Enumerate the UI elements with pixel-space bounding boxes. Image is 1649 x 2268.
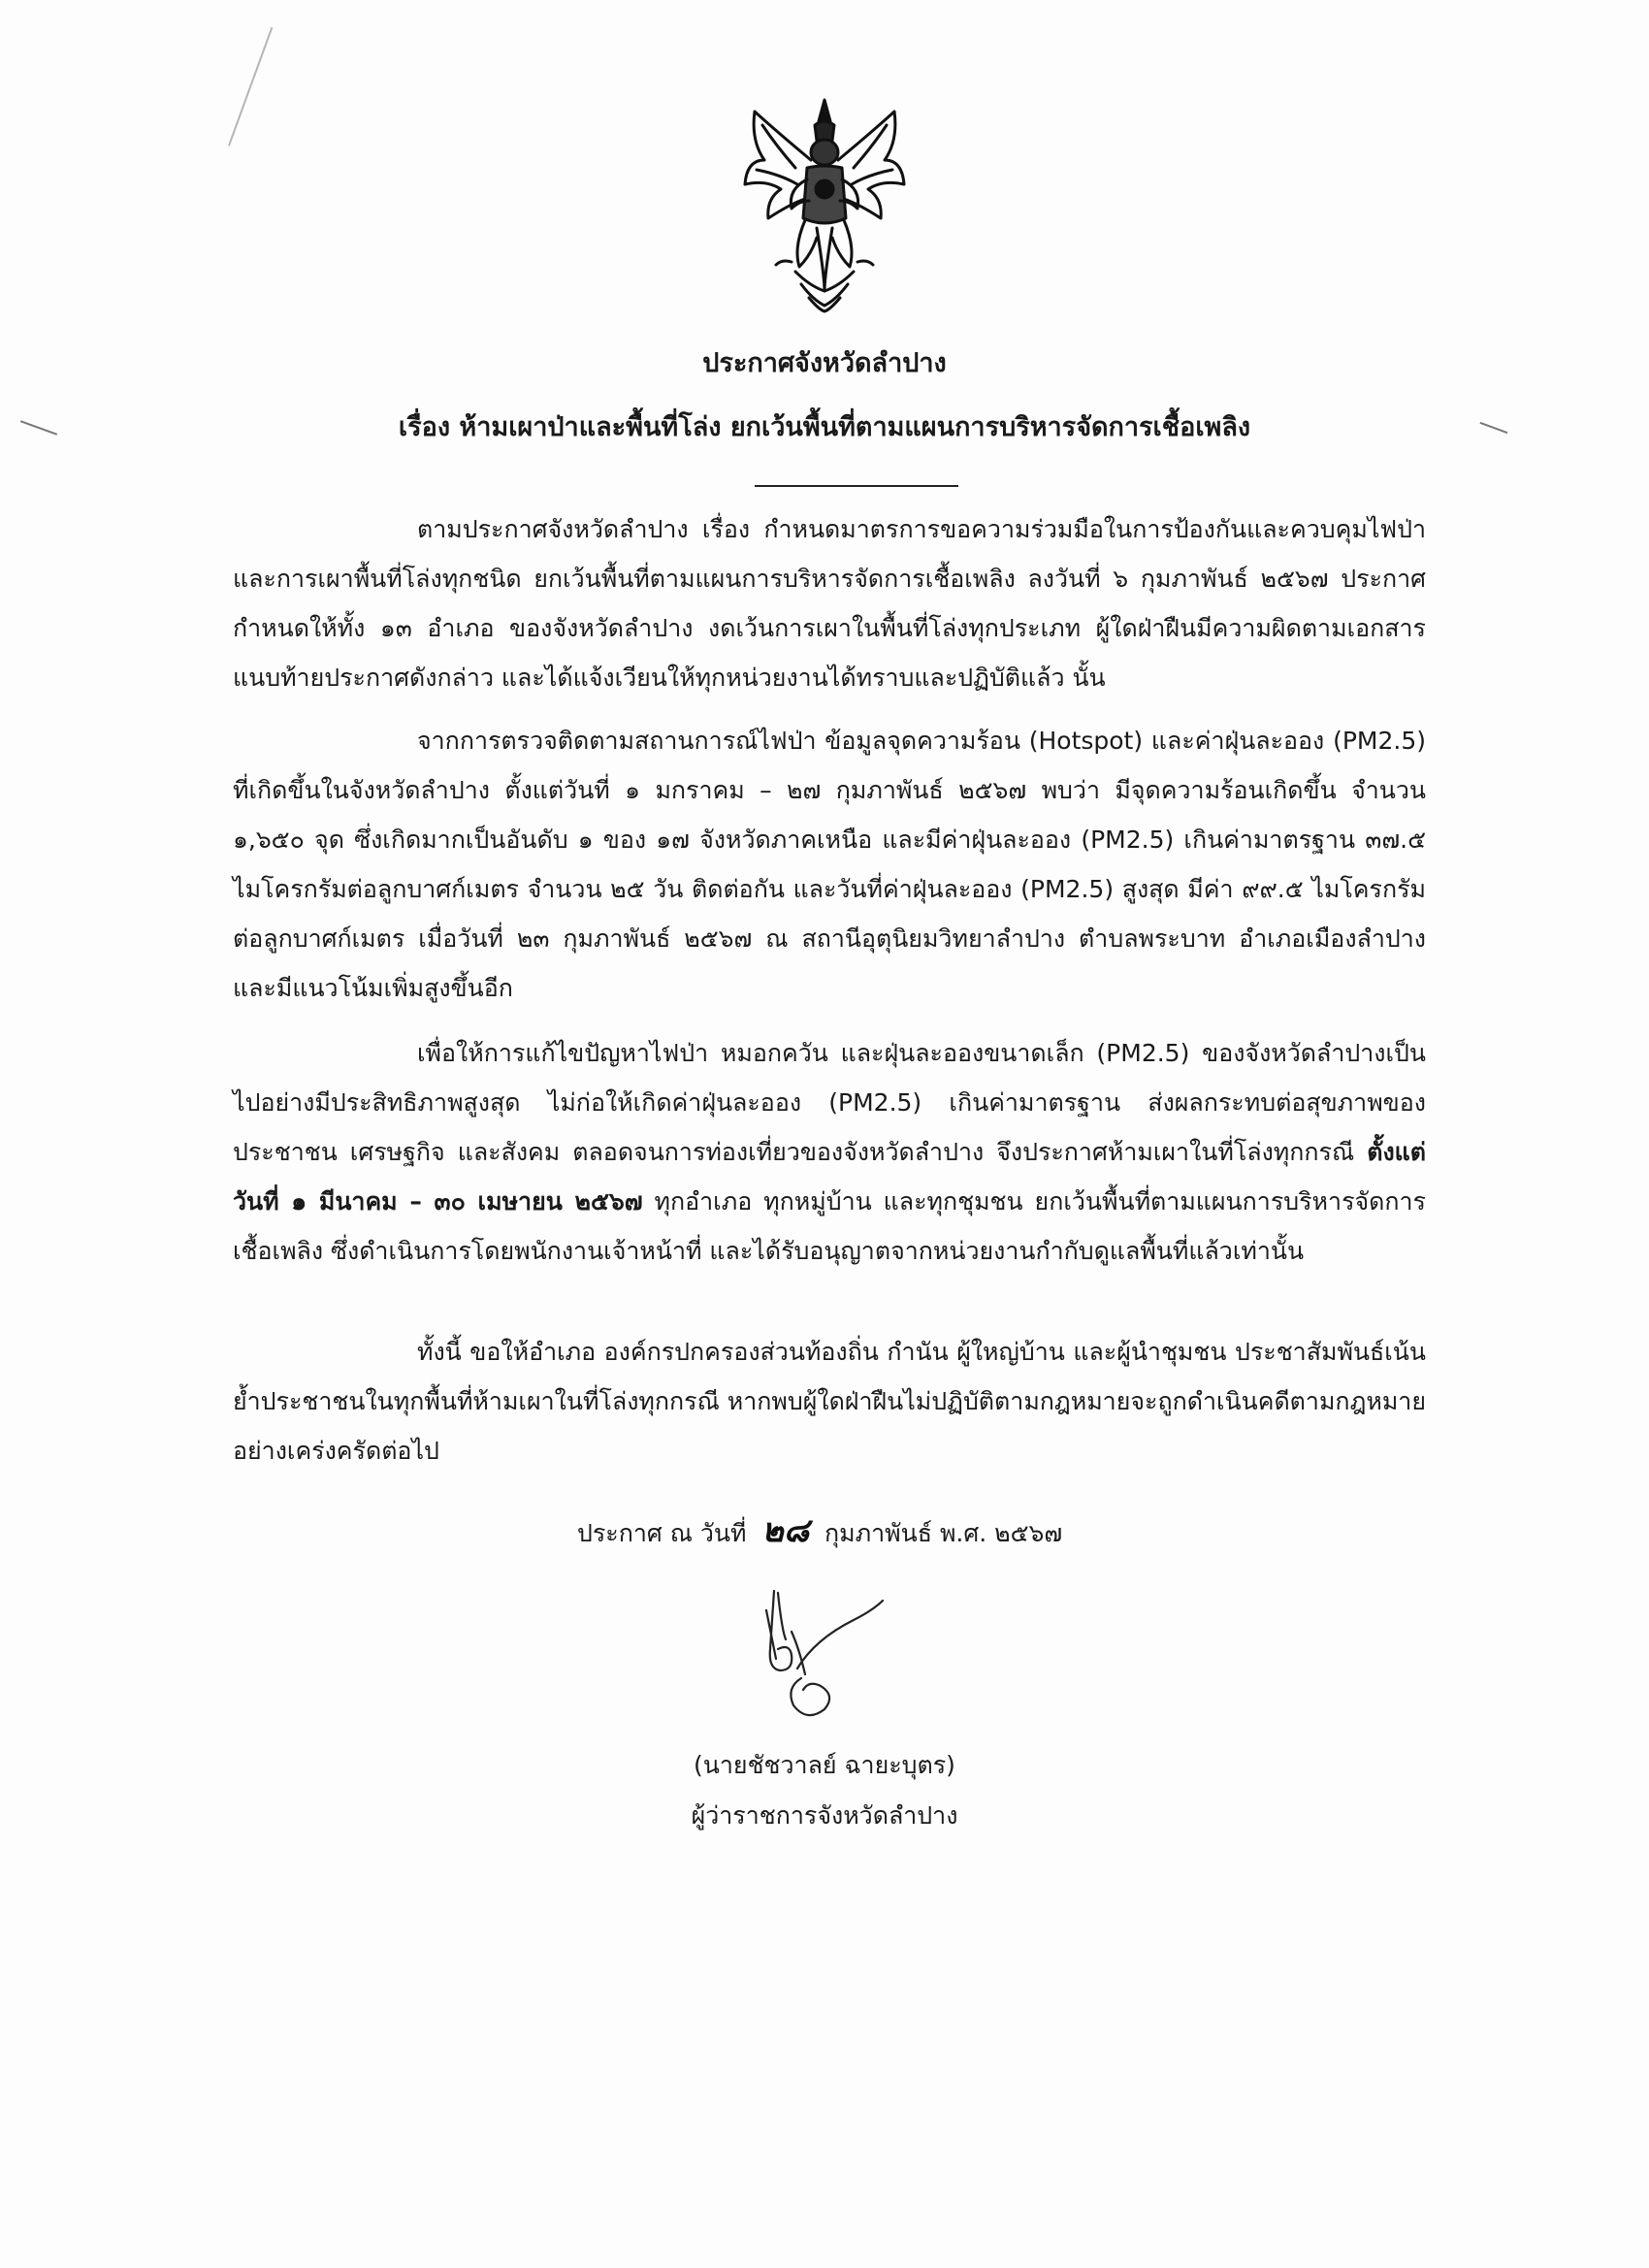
date-prefix: ประกาศ ณ วันที่ (577, 1519, 747, 1547)
body-paragraph-4: ทั้งนี้ ขอให้อำเภอ องค์กรปกครองส่วนท้องถิ่น กำนัน ผู้ใหญ่บ้าน และผู้นำชุมชน ประชาสัมพันธ์เน้นย้ำประชาชนในทุกพื้นที่ห้ามเผาในที่โล่งทุกกรณี หากพบผู้ใดฝ่าฝืนไม่ปฏิบัติตามกฎหมายจะถูกดำเนินคดีตามกฎหมายอย่างเคร่งครัดต่อไป (233, 1338, 1426, 1465)
announcement-title: ประกาศจังหวัดลำปาง (702, 348, 947, 378)
scan-mark (228, 27, 273, 146)
signer-title: ผู้ว่าราชการจังหวัดลำปาง (691, 1801, 958, 1830)
signer-name: (นายชัชวาลย์ ฉายะบุตร) (694, 1751, 955, 1779)
announcement-date (577, 1504, 1062, 1556)
signature-icon (747, 1581, 902, 1727)
body-paragraph-3 (233, 1028, 1426, 1276)
body-paragraph-1: ตามประกาศจังหวัดลำปาง เรื่อง กำหนดมาตรการขอความร่วมมือในการป้องกันและควบคุมไฟป่าและการเผาพื้นที่โล่งทุกชนิด ยกเว้นพื้นที่ตามแผนการบริหารจัดการเชื้อเพลิง ลงวันที่ ๖ กุมภาพันธ์ ๒๕๖๗ ประกาศกำหนดให้ทั้ง ๑๓ อำเภอ ของจังหวัดลำปาง งดเว้นการเผาในพื้นที่โล่งทุกประเภท ผู้ใดฝ่าฝืนมีความผิดตามเอกสารแนบท้ายประกาศดังกล่าว และได้แจ้งเวียนให้ทุกหน่วยงานได้ทราบและปฏิบัติแล้ว นั้น (233, 515, 1426, 692)
date-day-handwritten: ๒๘ (761, 1511, 810, 1550)
title-divider (755, 485, 958, 487)
garuda-emblem-icon (737, 92, 912, 315)
date-suffix: กุมภาพันธ์ พ.ศ. ๒๕๖๗ (824, 1519, 1063, 1547)
paragraph-3-text-b: ทุกอำเภอ ทุกหมู่บ้าน และทุกชุมชน ยกเว้นพื้นที่ตามแผนการบริหารจัดการเชื้อเพลิง ซึ่งดำเนินการโดยพนักงานเจ้าหน้าที่ และได้รับอนุญาตจากหน่วยงานกำกับดูแลพื้นที่แล้วเท่านั้น (233, 1187, 1426, 1265)
prohibition-period: ตั้งแต่วันที่ ๑ มีนาคม – ๓๐ เมษายน ๒๕๖๗ (233, 1138, 1426, 1215)
announcement-subject: เรื่อง ห้ามเผาป่าและพื้นที่โล่ง ยกเว้นพื้นที่ตามแผนการบริหารจัดการเชื้อเพลิง (398, 412, 1251, 442)
body-paragraph-2: จากการตรวจติดตามสถานการณ์ไฟป่า ข้อมูลจุดความร้อน (Hotspot) และค่าฝุ่นละออง (PM2.5) ที่เกิดขึ้นในจังหวัดลำปาง ตั้งแต่วันที่ ๑ มกราคม – ๒๗ กุมภาพันธ์ ๒๕๖๗ พบว่า มีจุดความร้อนเกิดขึ้น จำนวน ๑,๖๕๐ จุด ซึ่งเกิดมากเป็นอันดับ ๑ ของ ๑๗ จังหวัดภาคเหนือ และมีค่าฝุ่นละออง (PM2.5) เกินค่ามาตรฐาน ๓๗.๕ ไมโครกรัมต่อลูกบาศก์เมตร จำนวน ๒๕ วัน ติดต่อกัน และวันที่ค่าฝุ่นละออง (PM2.5) สูงสุด มีค่า ๙๙.๕ ไมโครกรัมต่อลูกบาศก์เมตร เมื่อวันที่ ๒๓ กุมภาพันธ์ ๒๕๖๗ ณ สถานีอุตุนิยมวิทยาลำปาง ตำบลพระบาท อำเภอเมืองลำปาง และมีแนวโน้มเพิ่มสูงขึ้นอีก (233, 727, 1426, 1002)
paragraph-3-text-a: เพื่อให้การแก้ไขปัญหาไฟป่า หมอกควัน และฝุ่นละอองขนาดเล็ก (PM2.5) ของจังหวัดลำปางเป็นไปอย่างมีประสิทธิภาพสูงสุด ไม่ก่อให้เกิดค่าฝุ่นละออง (PM2.5) เกินค่ามาตรฐาน ส่งผลกระทบต่อสุขภาพของประชาชน เศรษฐกิจ และสังคม ตลอดจนการท่องเที่ยวของจังหวัดลำปาง จึงประกาศห้ามเผาในที่โล่งทุกกรณี (233, 1039, 1426, 1166)
